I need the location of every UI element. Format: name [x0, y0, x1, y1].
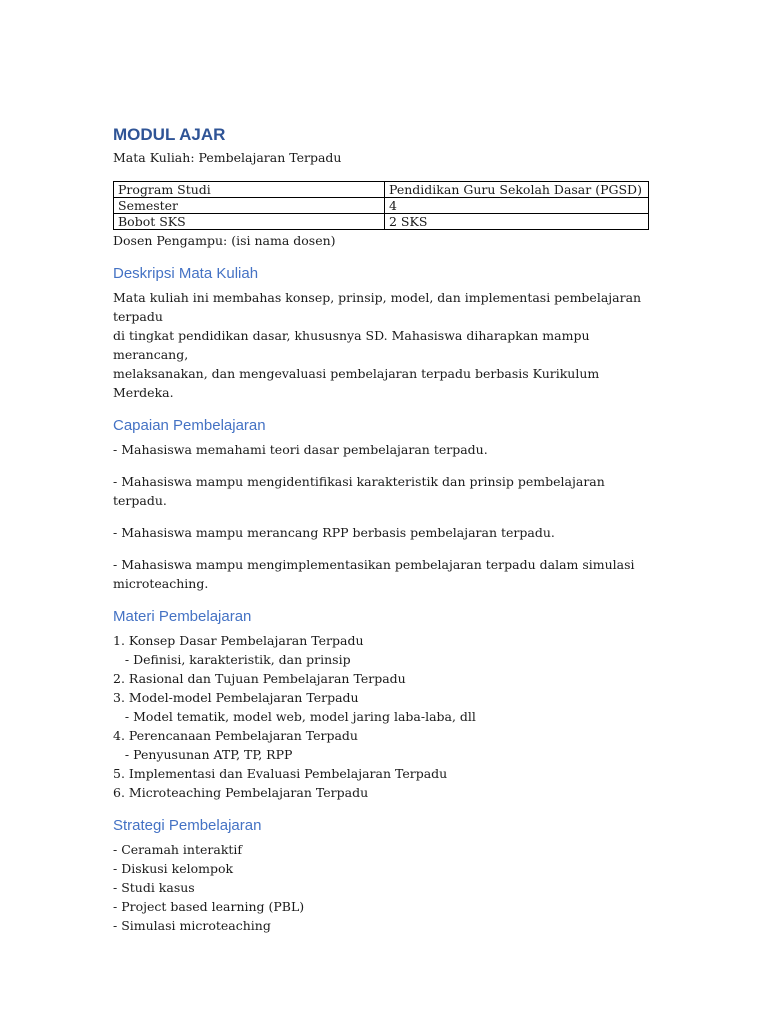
document-title: MODUL AJAR	[113, 125, 226, 144]
list-item: 5. Implementasi dan Evaluasi Pembelajaran Terpadu	[113, 766, 448, 781]
list-item	[113, 472, 653, 510]
section-heading-materi: Materi Pembelajaran	[113, 608, 252, 625]
list-item: 6. Microteaching Pembelajaran Terpadu	[113, 785, 369, 800]
table-cell-value: 4	[385, 198, 649, 214]
section-heading-capaian: Capaian Pembelajaran	[113, 417, 266, 434]
list-item	[113, 555, 653, 593]
list-item-line: - Mahasiswa mampu mengimplementasikan pembelajaran terpadu dalam simulasi	[113, 557, 635, 572]
section-heading-deskripsi: Deskripsi Mata Kuliah	[113, 265, 259, 282]
description-paragraph	[113, 288, 653, 402]
list-item: - Penyusunan ATP, TP, RPP	[113, 747, 293, 762]
list-item-line: - Mahasiswa mampu mengidentifikasi karakteristik dan prinsip pembelajaran terpadu.	[113, 474, 605, 508]
table-row	[114, 182, 649, 198]
table-row	[114, 214, 649, 230]
list-item: - Project based learning (PBL)	[113, 899, 305, 914]
learning-outcomes-list	[113, 440, 653, 593]
list-item	[113, 440, 653, 459]
lecturer-line: Dosen Pengampu: (isi nama dosen)	[113, 233, 336, 248]
paragraph-line: di tingkat pendidikan dasar, khususnya SD. Mahasiswa diharapkan mampu merancang,	[113, 328, 590, 362]
table-cell-value: 2 SKS	[385, 214, 649, 230]
table-cell-label: Semester	[114, 198, 385, 214]
table-cell-label: Program Studi	[114, 182, 385, 198]
section-heading-strategi: Strategi Pembelajaran	[113, 817, 262, 834]
list-item-line: - Mahasiswa mampu merancang RPP berbasis pembelajaran terpadu.	[113, 525, 555, 540]
list-item-line: - Mahasiswa memahami teori dasar pembelajaran terpadu.	[113, 442, 488, 457]
list-item: - Studi kasus	[113, 880, 195, 895]
table-row	[114, 198, 649, 214]
list-item: - Model tematik, model web, model jaring laba-laba, dll	[113, 709, 476, 724]
list-item: 3. Model-model Pembelajaran Terpadu	[113, 690, 359, 705]
list-item-line: microteaching.	[113, 576, 209, 591]
course-subtitle: Mata Kuliah: Pembelajaran Terpadu	[113, 150, 342, 165]
list-item: 2. Rasional dan Tujuan Pembelajaran Terpadu	[113, 671, 406, 686]
list-item: - Diskusi kelompok	[113, 861, 234, 876]
list-item: 4. Perencanaan Pembelajaran Terpadu	[113, 728, 358, 743]
list-item: 1. Konsep Dasar Pembelajaran Terpadu	[113, 633, 364, 648]
paragraph-line: melaksanakan, dan mengevaluasi pembelajaran terpadu berbasis Kurikulum Merdeka.	[113, 366, 600, 400]
paragraph-line: Mata kuliah ini membahas konsep, prinsip, model, dan implementasi pembelajaran terpadu	[113, 290, 642, 324]
list-item: - Definisi, karakteristik, dan prinsip	[113, 652, 351, 667]
list-item: - Ceramah interaktif	[113, 842, 243, 857]
course-info-table	[113, 181, 649, 230]
table-cell-value: Pendidikan Guru Sekolah Dasar (PGSD)	[385, 182, 649, 198]
material-list	[113, 631, 653, 802]
list-item	[113, 523, 653, 542]
document-page	[113, 124, 653, 935]
list-item: - Simulasi microteaching	[113, 918, 271, 933]
strategy-list	[113, 840, 653, 935]
table-cell-label: Bobot SKS	[114, 214, 385, 230]
